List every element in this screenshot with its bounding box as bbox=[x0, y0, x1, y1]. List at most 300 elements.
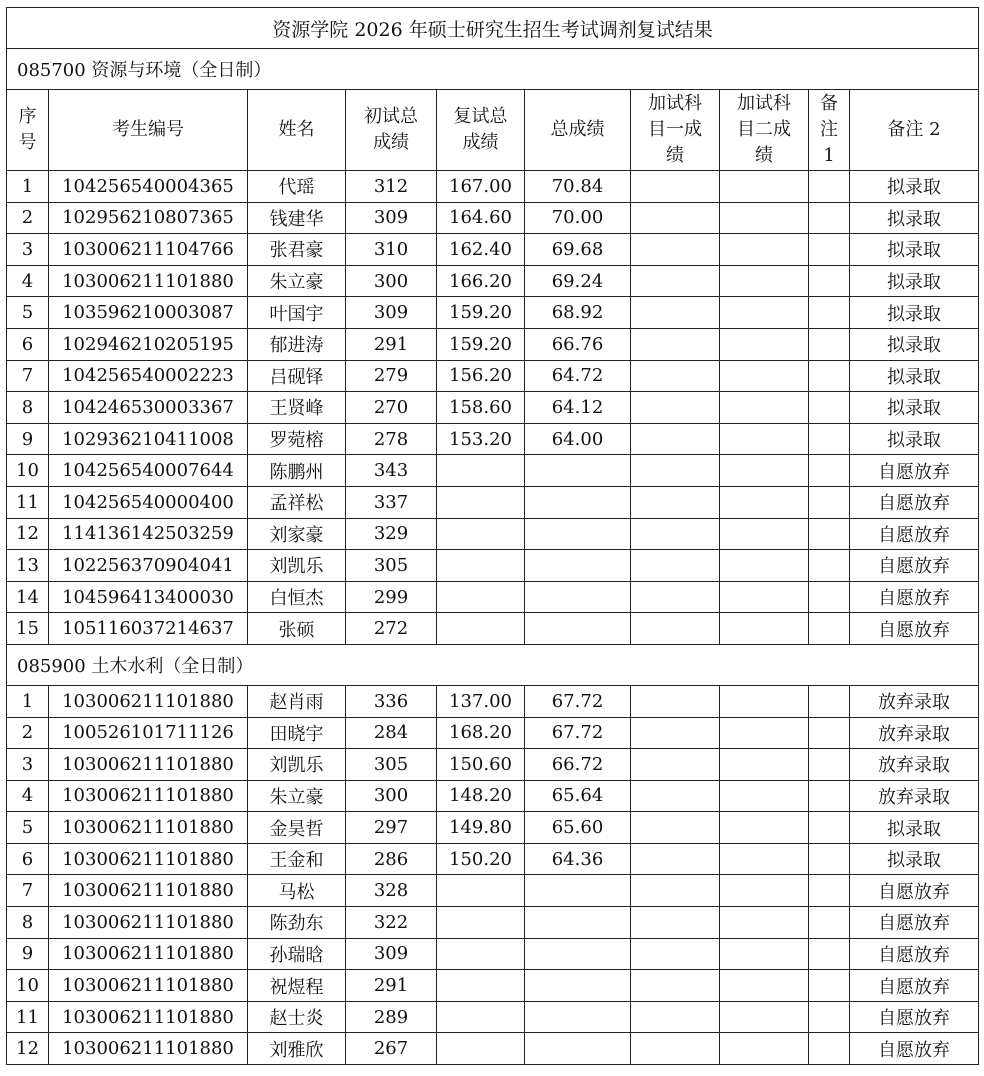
cell-exam-id: 103596210003087 bbox=[49, 297, 248, 329]
header-text: 加试科目二成绩 bbox=[737, 93, 791, 166]
cell-note2: 自愿放弃 bbox=[850, 1001, 979, 1033]
cell-note2: 放弃录取 bbox=[850, 717, 979, 749]
cell-name: 马松 bbox=[248, 875, 346, 907]
cell-initial-total: 328 bbox=[346, 875, 437, 907]
cell-note2: 拟录取 bbox=[850, 171, 979, 203]
cell-seq: 12 bbox=[7, 518, 49, 550]
cell-total: 67.72 bbox=[525, 685, 631, 717]
cell-note1 bbox=[809, 518, 850, 550]
cell-seq: 12 bbox=[7, 1033, 49, 1065]
cell-retest-total: 162.40 bbox=[437, 234, 525, 266]
cell-retest-total: 159.20 bbox=[437, 297, 525, 329]
cell-exam-id: 104256540002223 bbox=[49, 360, 248, 392]
cell-note1 bbox=[809, 780, 850, 812]
cell-initial-total: 272 bbox=[346, 613, 437, 645]
cell-retest-total: 156.20 bbox=[437, 360, 525, 392]
cell-initial-total: 322 bbox=[346, 907, 437, 939]
cell-seq: 11 bbox=[7, 1001, 49, 1033]
cell-extra1 bbox=[631, 970, 720, 1002]
cell-extra1 bbox=[631, 360, 720, 392]
cell-total: 69.68 bbox=[525, 234, 631, 266]
cell-retest-total bbox=[437, 1033, 525, 1065]
cell-extra1 bbox=[631, 780, 720, 812]
cell-seq: 2 bbox=[7, 202, 49, 234]
header-text: 初试总成绩 bbox=[364, 106, 418, 153]
cell-total: 65.64 bbox=[525, 780, 631, 812]
cell-note2: 放弃录取 bbox=[850, 749, 979, 781]
cell-retest-total bbox=[437, 486, 525, 518]
cell-name: 张君豪 bbox=[248, 234, 346, 266]
table-row bbox=[7, 780, 979, 812]
header-text: 序号 bbox=[18, 106, 37, 153]
table-row bbox=[7, 328, 979, 360]
cell-extra2 bbox=[720, 486, 809, 518]
cell-note1 bbox=[809, 550, 850, 582]
cell-name: 祝煜程 bbox=[248, 970, 346, 1002]
cell-name: 刘雅欣 bbox=[248, 1033, 346, 1065]
cell-extra2 bbox=[720, 938, 809, 970]
cell-extra1 bbox=[631, 581, 720, 613]
cell-note2: 拟录取 bbox=[850, 843, 979, 875]
section-header-row bbox=[7, 49, 979, 90]
cell-note1 bbox=[809, 360, 850, 392]
table-row bbox=[7, 486, 979, 518]
cell-extra2 bbox=[720, 265, 809, 297]
cell-extra2 bbox=[720, 581, 809, 613]
cell-extra2 bbox=[720, 202, 809, 234]
cell-note1 bbox=[809, 938, 850, 970]
cell-extra1 bbox=[631, 1001, 720, 1033]
table-row bbox=[7, 550, 979, 582]
cell-initial-total: 291 bbox=[346, 970, 437, 1002]
document-title: 资源学院 2026 年硕士研究生招生考试调剂复试结果 bbox=[7, 8, 979, 49]
cell-extra2 bbox=[720, 423, 809, 455]
cell-extra2 bbox=[720, 613, 809, 645]
cell-retest-total: 148.20 bbox=[437, 780, 525, 812]
cell-seq: 3 bbox=[7, 234, 49, 266]
cell-exam-id: 103006211101880 bbox=[49, 938, 248, 970]
cell-retest-total: 166.20 bbox=[437, 265, 525, 297]
cell-extra1 bbox=[631, 717, 720, 749]
cell-seq: 7 bbox=[7, 360, 49, 392]
cell-exam-id: 103006211101880 bbox=[49, 812, 248, 844]
cell-seq: 2 bbox=[7, 717, 49, 749]
cell-note2: 放弃录取 bbox=[850, 780, 979, 812]
cell-name: 张硕 bbox=[248, 613, 346, 645]
cell-exam-id: 103006211101880 bbox=[49, 780, 248, 812]
cell-initial-total: 267 bbox=[346, 1033, 437, 1065]
cell-name: 王贤峰 bbox=[248, 392, 346, 424]
cell-note2: 自愿放弃 bbox=[850, 938, 979, 970]
cell-note1 bbox=[809, 812, 850, 844]
column-header-initial-total bbox=[346, 90, 437, 171]
cell-initial-total: 305 bbox=[346, 749, 437, 781]
cell-extra2 bbox=[720, 518, 809, 550]
table-row bbox=[7, 907, 979, 939]
table-row bbox=[7, 265, 979, 297]
cell-exam-id: 102956210807365 bbox=[49, 202, 248, 234]
cell-extra1 bbox=[631, 685, 720, 717]
cell-initial-total: 279 bbox=[346, 360, 437, 392]
cell-retest-total: 150.60 bbox=[437, 749, 525, 781]
cell-exam-id: 102936210411008 bbox=[49, 423, 248, 455]
cell-exam-id: 103006211101880 bbox=[49, 1001, 248, 1033]
cell-note2: 拟录取 bbox=[850, 812, 979, 844]
cell-note1 bbox=[809, 907, 850, 939]
cell-seq: 4 bbox=[7, 265, 49, 297]
cell-note2: 拟录取 bbox=[850, 234, 979, 266]
cell-note2: 拟录取 bbox=[850, 360, 979, 392]
column-header-extra2 bbox=[720, 90, 809, 171]
cell-extra2 bbox=[720, 297, 809, 329]
cell-name: 孟祥松 bbox=[248, 486, 346, 518]
cell-total bbox=[525, 970, 631, 1002]
cell-extra1 bbox=[631, 518, 720, 550]
cell-total: 64.36 bbox=[525, 843, 631, 875]
cell-seq: 15 bbox=[7, 613, 49, 645]
column-header-seq bbox=[7, 90, 49, 171]
table-row bbox=[7, 970, 979, 1002]
cell-extra1 bbox=[631, 265, 720, 297]
cell-name: 陈劲东 bbox=[248, 907, 346, 939]
section-label: 085700 资源与环境（全日制） bbox=[7, 49, 979, 90]
cell-initial-total: 270 bbox=[346, 392, 437, 424]
cell-exam-id: 102946210205195 bbox=[49, 328, 248, 360]
cell-total bbox=[525, 550, 631, 582]
cell-extra2 bbox=[720, 843, 809, 875]
cell-note1 bbox=[809, 843, 850, 875]
cell-extra2 bbox=[720, 171, 809, 203]
cell-exam-id: 104246530003367 bbox=[49, 392, 248, 424]
table-row bbox=[7, 843, 979, 875]
cell-seq: 7 bbox=[7, 875, 49, 907]
table-row bbox=[7, 1033, 979, 1065]
cell-retest-total bbox=[437, 613, 525, 645]
cell-extra1 bbox=[631, 297, 720, 329]
cell-extra2 bbox=[720, 550, 809, 582]
cell-extra2 bbox=[720, 234, 809, 266]
cell-extra1 bbox=[631, 812, 720, 844]
cell-note1 bbox=[809, 202, 850, 234]
cell-note1 bbox=[809, 265, 850, 297]
cell-extra2 bbox=[720, 717, 809, 749]
cell-extra1 bbox=[631, 875, 720, 907]
cell-extra1 bbox=[631, 171, 720, 203]
cell-initial-total: 309 bbox=[346, 938, 437, 970]
cell-initial-total: 300 bbox=[346, 265, 437, 297]
table-row bbox=[7, 717, 979, 749]
cell-note2: 拟录取 bbox=[850, 202, 979, 234]
cell-name: 代瑶 bbox=[248, 171, 346, 203]
cell-note2: 拟录取 bbox=[850, 392, 979, 424]
cell-name: 郁进涛 bbox=[248, 328, 346, 360]
cell-name: 朱立豪 bbox=[248, 780, 346, 812]
cell-total: 64.00 bbox=[525, 423, 631, 455]
header-text: 加试科目一成绩 bbox=[648, 93, 702, 166]
cell-note2: 自愿放弃 bbox=[850, 875, 979, 907]
cell-name: 刘凯乐 bbox=[248, 749, 346, 781]
cell-initial-total: 337 bbox=[346, 486, 437, 518]
cell-retest-total: 167.00 bbox=[437, 171, 525, 203]
cell-exam-id: 103006211101880 bbox=[49, 685, 248, 717]
cell-extra1 bbox=[631, 550, 720, 582]
cell-exam-id: 103006211101880 bbox=[49, 875, 248, 907]
cell-seq: 9 bbox=[7, 423, 49, 455]
header-text: 备注1 bbox=[820, 93, 838, 166]
section-label: 085900 土木水利（全日制） bbox=[7, 644, 979, 685]
cell-extra2 bbox=[720, 780, 809, 812]
cell-exam-id: 102256370904041 bbox=[49, 550, 248, 582]
cell-note2: 自愿放弃 bbox=[850, 581, 979, 613]
cell-seq: 4 bbox=[7, 780, 49, 812]
cell-note1 bbox=[809, 749, 850, 781]
cell-retest-total: 153.20 bbox=[437, 423, 525, 455]
cell-note1 bbox=[809, 171, 850, 203]
cell-note1 bbox=[809, 423, 850, 455]
cell-note2: 自愿放弃 bbox=[850, 970, 979, 1002]
cell-name: 王金和 bbox=[248, 843, 346, 875]
cell-note1 bbox=[809, 392, 850, 424]
cell-name: 赵肖雨 bbox=[248, 685, 346, 717]
cell-retest-total: 168.20 bbox=[437, 717, 525, 749]
cell-note1 bbox=[809, 581, 850, 613]
cell-extra1 bbox=[631, 392, 720, 424]
cell-exam-id: 100526101711126 bbox=[49, 717, 248, 749]
cell-note1 bbox=[809, 455, 850, 487]
cell-note2: 拟录取 bbox=[850, 265, 979, 297]
cell-note2: 放弃录取 bbox=[850, 685, 979, 717]
cell-extra1 bbox=[631, 749, 720, 781]
table-row bbox=[7, 812, 979, 844]
cell-initial-total: 309 bbox=[346, 297, 437, 329]
cell-name: 田晓宇 bbox=[248, 717, 346, 749]
cell-total bbox=[525, 938, 631, 970]
cell-total: 67.72 bbox=[525, 717, 631, 749]
cell-extra1 bbox=[631, 328, 720, 360]
cell-extra1 bbox=[631, 613, 720, 645]
cell-total: 64.72 bbox=[525, 360, 631, 392]
cell-note2: 自愿放弃 bbox=[850, 455, 979, 487]
cell-note2: 拟录取 bbox=[850, 297, 979, 329]
table-row bbox=[7, 171, 979, 203]
results-table bbox=[6, 7, 979, 1065]
cell-seq: 10 bbox=[7, 970, 49, 1002]
cell-name: 赵士炎 bbox=[248, 1001, 346, 1033]
cell-seq: 5 bbox=[7, 812, 49, 844]
cell-initial-total: 329 bbox=[346, 518, 437, 550]
cell-note2: 拟录取 bbox=[850, 328, 979, 360]
cell-total: 68.92 bbox=[525, 297, 631, 329]
cell-initial-total: 297 bbox=[346, 812, 437, 844]
cell-retest-total: 158.60 bbox=[437, 392, 525, 424]
cell-exam-id: 103006211101880 bbox=[49, 907, 248, 939]
cell-extra1 bbox=[631, 202, 720, 234]
cell-initial-total: 286 bbox=[346, 843, 437, 875]
cell-exam-id: 114136142503259 bbox=[49, 518, 248, 550]
cell-note1 bbox=[809, 685, 850, 717]
cell-initial-total: 309 bbox=[346, 202, 437, 234]
cell-initial-total: 284 bbox=[346, 717, 437, 749]
cell-total bbox=[525, 1033, 631, 1065]
cell-exam-id: 103006211101880 bbox=[49, 749, 248, 781]
cell-seq: 6 bbox=[7, 843, 49, 875]
cell-seq: 9 bbox=[7, 938, 49, 970]
cell-note1 bbox=[809, 1001, 850, 1033]
cell-name: 刘家豪 bbox=[248, 518, 346, 550]
cell-initial-total: 310 bbox=[346, 234, 437, 266]
cell-name: 钱建华 bbox=[248, 202, 346, 234]
cell-seq: 8 bbox=[7, 392, 49, 424]
cell-note1 bbox=[809, 970, 850, 1002]
cell-extra1 bbox=[631, 486, 720, 518]
cell-extra1 bbox=[631, 907, 720, 939]
cell-exam-id: 104256540004365 bbox=[49, 171, 248, 203]
cell-extra1 bbox=[631, 423, 720, 455]
cell-total: 65.60 bbox=[525, 812, 631, 844]
cell-note1 bbox=[809, 328, 850, 360]
cell-extra2 bbox=[720, 328, 809, 360]
table-row bbox=[7, 581, 979, 613]
column-header-note2: 备注 2 bbox=[850, 90, 979, 171]
cell-retest-total: 159.20 bbox=[437, 328, 525, 360]
cell-note2: 拟录取 bbox=[850, 423, 979, 455]
table-row bbox=[7, 613, 979, 645]
cell-name: 孙瑞晗 bbox=[248, 938, 346, 970]
cell-note1 bbox=[809, 613, 850, 645]
cell-retest-total bbox=[437, 455, 525, 487]
cell-note1 bbox=[809, 1033, 850, 1065]
table-row bbox=[7, 297, 979, 329]
cell-extra2 bbox=[720, 907, 809, 939]
cell-name: 陈鹏州 bbox=[248, 455, 346, 487]
cell-total: 69.24 bbox=[525, 265, 631, 297]
cell-retest-total: 150.20 bbox=[437, 843, 525, 875]
cell-exam-id: 104256540007644 bbox=[49, 455, 248, 487]
table-row bbox=[7, 360, 979, 392]
table-row bbox=[7, 423, 979, 455]
cell-seq: 5 bbox=[7, 297, 49, 329]
cell-retest-total bbox=[437, 907, 525, 939]
table-row bbox=[7, 455, 979, 487]
cell-initial-total: 299 bbox=[346, 581, 437, 613]
table-row bbox=[7, 518, 979, 550]
cell-extra2 bbox=[720, 1033, 809, 1065]
column-header-row bbox=[7, 90, 979, 171]
cell-seq: 11 bbox=[7, 486, 49, 518]
cell-note1 bbox=[809, 486, 850, 518]
cell-total: 66.76 bbox=[525, 328, 631, 360]
table-row bbox=[7, 685, 979, 717]
cell-note1 bbox=[809, 297, 850, 329]
cell-retest-total: 164.60 bbox=[437, 202, 525, 234]
cell-retest-total bbox=[437, 938, 525, 970]
cell-extra2 bbox=[720, 970, 809, 1002]
cell-note1 bbox=[809, 717, 850, 749]
cell-seq: 1 bbox=[7, 171, 49, 203]
cell-note2: 自愿放弃 bbox=[850, 1033, 979, 1065]
cell-total bbox=[525, 518, 631, 550]
results-document bbox=[6, 7, 978, 1065]
cell-note2: 自愿放弃 bbox=[850, 486, 979, 518]
cell-total bbox=[525, 1001, 631, 1033]
cell-extra1 bbox=[631, 938, 720, 970]
table-row bbox=[7, 202, 979, 234]
cell-retest-total bbox=[437, 1001, 525, 1033]
cell-retest-total: 149.80 bbox=[437, 812, 525, 844]
cell-name: 朱立豪 bbox=[248, 265, 346, 297]
table-row bbox=[7, 875, 979, 907]
cell-total bbox=[525, 875, 631, 907]
title-row bbox=[7, 8, 979, 49]
table-row bbox=[7, 938, 979, 970]
cell-initial-total: 305 bbox=[346, 550, 437, 582]
cell-total: 70.00 bbox=[525, 202, 631, 234]
cell-initial-total: 300 bbox=[346, 780, 437, 812]
cell-exam-id: 103006211101880 bbox=[49, 843, 248, 875]
cell-seq: 8 bbox=[7, 907, 49, 939]
cell-extra1 bbox=[631, 843, 720, 875]
cell-extra2 bbox=[720, 455, 809, 487]
cell-name: 罗菀榕 bbox=[248, 423, 346, 455]
cell-exam-id: 103006211104766 bbox=[49, 234, 248, 266]
cell-extra2 bbox=[720, 812, 809, 844]
cell-extra1 bbox=[631, 1033, 720, 1065]
cell-exam-id: 103006211101880 bbox=[49, 970, 248, 1002]
cell-note2: 自愿放弃 bbox=[850, 907, 979, 939]
column-header-name: 姓名 bbox=[248, 90, 346, 171]
cell-seq: 10 bbox=[7, 455, 49, 487]
cell-extra2 bbox=[720, 1001, 809, 1033]
cell-initial-total: 343 bbox=[346, 455, 437, 487]
table-row bbox=[7, 392, 979, 424]
cell-extra1 bbox=[631, 234, 720, 266]
cell-name: 白恒杰 bbox=[248, 581, 346, 613]
cell-retest-total bbox=[437, 518, 525, 550]
cell-initial-total: 291 bbox=[346, 328, 437, 360]
cell-extra2 bbox=[720, 875, 809, 907]
cell-extra2 bbox=[720, 392, 809, 424]
table-row bbox=[7, 234, 979, 266]
section-header-row bbox=[7, 644, 979, 685]
cell-total: 70.84 bbox=[525, 171, 631, 203]
cell-name: 吕砚铎 bbox=[248, 360, 346, 392]
cell-name: 刘凯乐 bbox=[248, 550, 346, 582]
cell-exam-id: 103006211101880 bbox=[49, 1033, 248, 1065]
cell-exam-id: 104256540000400 bbox=[49, 486, 248, 518]
cell-exam-id: 104596413400030 bbox=[49, 581, 248, 613]
column-header-extra1 bbox=[631, 90, 720, 171]
cell-seq: 13 bbox=[7, 550, 49, 582]
cell-seq: 6 bbox=[7, 328, 49, 360]
cell-name: 金昊哲 bbox=[248, 812, 346, 844]
cell-retest-total bbox=[437, 970, 525, 1002]
cell-name: 叶国宇 bbox=[248, 297, 346, 329]
cell-note1 bbox=[809, 875, 850, 907]
cell-exam-id: 103006211101880 bbox=[49, 265, 248, 297]
table-row bbox=[7, 749, 979, 781]
cell-total bbox=[525, 613, 631, 645]
column-header-exam-id: 考生编号 bbox=[49, 90, 248, 171]
column-header-total: 总成绩 bbox=[525, 90, 631, 171]
cell-retest-total: 137.00 bbox=[437, 685, 525, 717]
cell-initial-total: 289 bbox=[346, 1001, 437, 1033]
cell-note1 bbox=[809, 234, 850, 266]
cell-retest-total bbox=[437, 581, 525, 613]
table-row bbox=[7, 1001, 979, 1033]
cell-retest-total bbox=[437, 550, 525, 582]
cell-note2: 自愿放弃 bbox=[850, 613, 979, 645]
header-text: 复试总成绩 bbox=[453, 106, 508, 153]
